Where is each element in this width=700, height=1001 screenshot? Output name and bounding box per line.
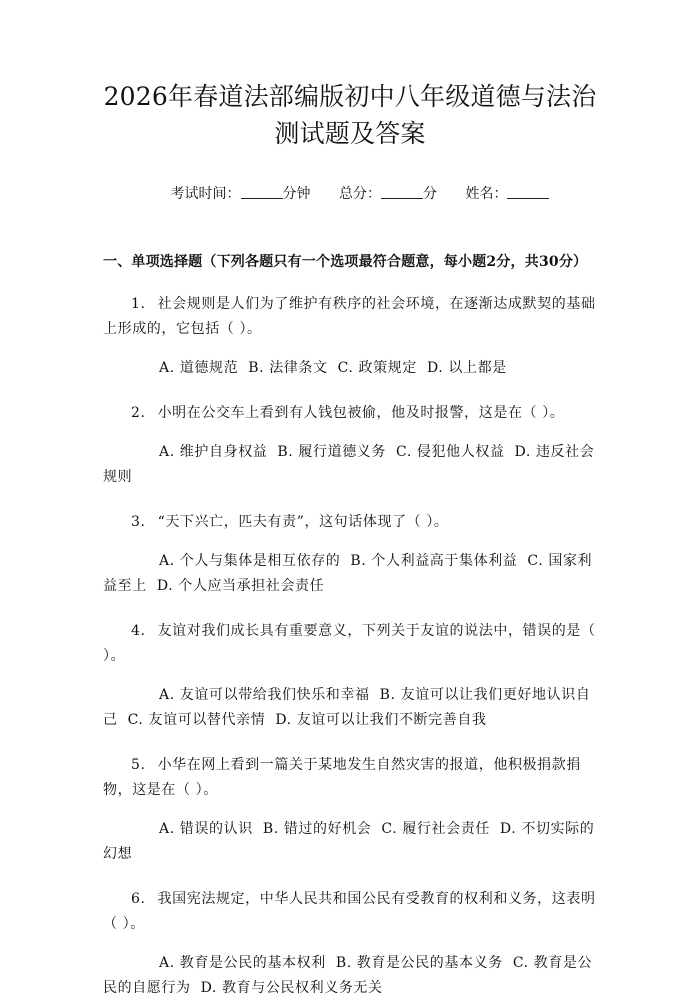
- question-5: [103, 753, 597, 867]
- option-d: D. 不切实际的幻想: [103, 821, 595, 862]
- option-d: D. 教育与公民权利义务无关: [200, 980, 383, 996]
- question-2: [103, 401, 597, 490]
- question-text: 小明在公交车上看到有人钱包被偷，他及时报警，这是在（ ）。: [157, 405, 565, 421]
- question-stem: [103, 292, 597, 342]
- question-number: 4.: [131, 623, 146, 639]
- title-line-1: 2026年春道法部编版初中八年级道德与法治: [103, 82, 597, 111]
- option-b: B. 法律条文: [248, 360, 328, 376]
- option-a: A. 道德规范: [159, 360, 239, 376]
- option-d: D. 以上都是: [426, 360, 507, 376]
- exam-meta: [123, 184, 597, 204]
- question-text: 我国宪法规定，中华人民共和国公民有受教育的权利和义务，这表明（ ）。: [103, 891, 596, 932]
- option-b: B. 教育是公民的基本义务: [335, 955, 503, 971]
- option-c: C. 国家利益至上: [103, 553, 593, 594]
- option-b: B. 履行道德义务: [277, 444, 387, 460]
- section-heading-single-choice: 一、单项选择题（下列各题只有一个选项最符合题意，每小题2分，共30分）: [103, 254, 588, 270]
- option-b: B. 个人利益高于集体利益: [350, 553, 518, 569]
- option-a: A. 教育是公民的基本权利: [159, 955, 326, 971]
- question-stem: [103, 753, 597, 803]
- title-line-2: 测试题及答案: [274, 119, 426, 148]
- total-score-blank: [381, 186, 423, 199]
- student-name-label: 姓名：: [465, 186, 508, 202]
- exam-time-blank: [241, 186, 283, 199]
- option-c: C. 友谊可以替代亲情: [127, 712, 266, 728]
- answer-options: [103, 683, 597, 733]
- question-stem: [103, 510, 597, 535]
- total-score-field: [339, 184, 437, 204]
- answer-options: [103, 951, 597, 1001]
- option-d: D. 违反社会规则: [103, 444, 595, 485]
- question-text: 小华在网上看到一篇关于某地发生自然灾害的报道，他积极捐款捐物，这是在（ ）。: [103, 757, 581, 798]
- question-number: 1.: [131, 296, 146, 312]
- option-a: A. 错误的认识: [159, 821, 253, 837]
- option-a: A. 个人与集体是相互依存的: [159, 553, 341, 569]
- option-c: C. 侵犯他人权益: [396, 444, 505, 460]
- question-4: [103, 619, 597, 733]
- question-text: 社会规则是人们为了维护有秩序的社会环境，在逐渐达成默契的基础上形成的，它包括（ ）。: [103, 296, 596, 337]
- option-b: B. 错过的好机会: [262, 821, 372, 837]
- answer-options: [103, 356, 597, 381]
- option-d: D. 友谊可以让我们不断完善自我: [275, 712, 487, 728]
- question-text: 友谊对我们成长具有重要意义，下列关于友谊的说法中，错误的是（ ）。: [103, 623, 596, 664]
- question-3: [103, 510, 597, 599]
- exam-time-unit: 分钟: [282, 186, 311, 202]
- question-stem: [103, 619, 597, 669]
- question-6: [103, 887, 597, 1001]
- student-name-field: [465, 184, 549, 204]
- total-score-unit: 分: [423, 186, 437, 202]
- option-c: C. 教育是公民的自愿行为: [103, 955, 593, 996]
- exam-title: [103, 0, 597, 152]
- answer-options: [103, 817, 597, 867]
- question-stem: [103, 401, 597, 426]
- question-number: 5.: [131, 757, 146, 773]
- option-c: C. 履行社会责任: [381, 821, 490, 837]
- option-c: C. 政策规定: [337, 360, 417, 376]
- student-name-blank: [507, 186, 549, 199]
- exam-time-label: 考试时间：: [170, 186, 241, 202]
- answer-options: [103, 440, 597, 490]
- answer-options: [103, 549, 597, 599]
- option-a: A. 维护自身权益: [159, 444, 268, 460]
- question-number: 2.: [131, 405, 146, 421]
- question-number: 6.: [131, 891, 146, 907]
- total-score-label: 总分：: [339, 186, 381, 202]
- option-b: B. 友谊可以让我们更好地认识自己: [103, 687, 591, 728]
- exam-time-field: [171, 184, 311, 204]
- question-1: [103, 292, 597, 381]
- option-a: A. 友谊可以带给我们快乐和幸福: [159, 687, 370, 703]
- question-text: “天下兴亡，匹夫有责”，这句话体现了（ ）。: [157, 514, 449, 530]
- question-number: 3.: [131, 514, 146, 530]
- question-stem: [103, 887, 597, 937]
- option-d: D. 个人应当承担社会责任: [156, 578, 325, 594]
